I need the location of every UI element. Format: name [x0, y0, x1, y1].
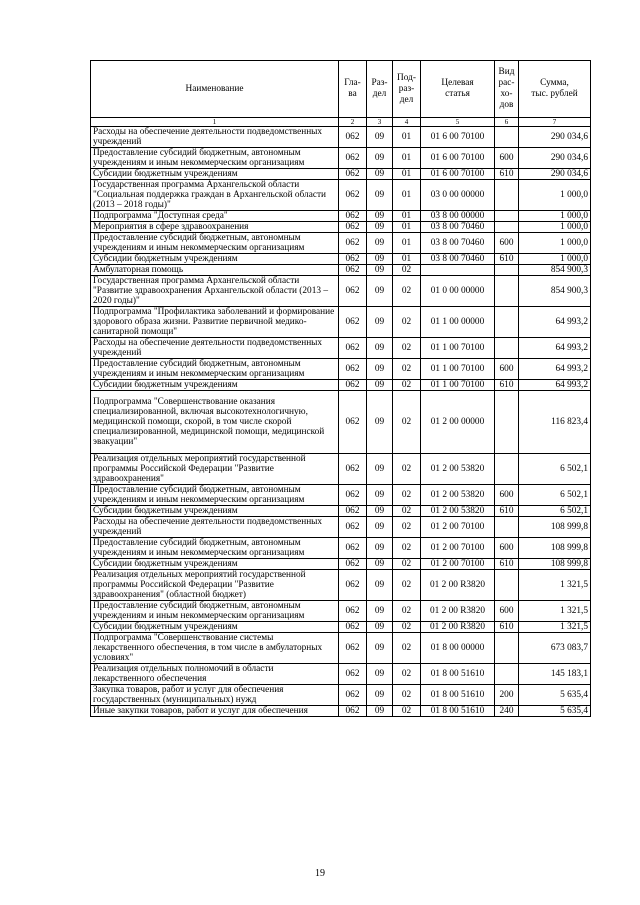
row-amount: 64 993,2 [519, 359, 591, 380]
row-amount: 854 900,3 [519, 265, 591, 276]
table-row [91, 380, 591, 391]
row-section: 09 [367, 517, 393, 538]
row-section: 09 [367, 180, 393, 211]
row-chapter: 062 [339, 307, 367, 338]
row-subsection: 01 [393, 254, 421, 265]
row-name: Субсидии бюджетным учреждениям [91, 506, 339, 517]
row-target: 01 1 00 70100 [421, 380, 495, 391]
row-expense-type: 610 [495, 380, 519, 391]
table-row [91, 517, 591, 538]
row-subsection: 02 [393, 307, 421, 338]
column-number-row [91, 118, 591, 127]
row-target: 01 2 00 70100 [421, 517, 495, 538]
row-name: Расходы на обеспечение деятельности подведомственных учреждений [91, 517, 339, 538]
row-name: Предоставление субсидий бюджетным, автономным учреждениям и иным некоммерческим организациям [91, 359, 339, 380]
row-target: 03 0 00 00000 [421, 180, 495, 211]
row-expense-type: 610 [495, 506, 519, 517]
row-target: 03 8 00 70460 [421, 254, 495, 265]
row-name: Государственная программа Архангельской области "Развитие здравоохранения Архангельской области (2013 – 2020 годы)" [91, 276, 339, 307]
table-row [91, 601, 591, 622]
table-row [91, 559, 591, 570]
row-expense-type: 600 [495, 233, 519, 254]
row-target: 01 6 00 70100 [421, 148, 495, 169]
row-name: Подпрограмма "Совершенствование системы лекарственного обеспечения, в том числе в амбулаторных условиях" [91, 633, 339, 664]
table-row [91, 169, 591, 180]
row-chapter: 062 [339, 265, 367, 276]
row-expense-type [495, 664, 519, 685]
row-name: Реализация отдельных полномочий в области лекарственного обеспечения [91, 664, 339, 685]
row-chapter: 062 [339, 338, 367, 359]
table-row [91, 685, 591, 706]
row-chapter: 062 [339, 633, 367, 664]
row-expense-type: 200 [495, 685, 519, 706]
row-name: Субсидии бюджетным учреждениям [91, 169, 339, 180]
row-section: 09 [367, 601, 393, 622]
row-subsection: 02 [393, 570, 421, 601]
row-section: 09 [367, 538, 393, 559]
row-name: Мероприятия в сфере здравоохранения [91, 222, 339, 233]
row-subsection: 02 [393, 538, 421, 559]
row-expense-type [495, 338, 519, 359]
row-subsection: 02 [393, 685, 421, 706]
header-row [91, 61, 591, 118]
row-amount: 1 000,0 [519, 180, 591, 211]
row-section: 09 [367, 706, 393, 717]
row-name: Подпрограмма "Доступная среда" [91, 211, 339, 222]
header-target: Целевая статья [421, 61, 495, 118]
row-subsection: 02 [393, 506, 421, 517]
row-subsection: 01 [393, 127, 421, 148]
row-amount: 1 000,0 [519, 233, 591, 254]
row-amount: 1 321,5 [519, 570, 591, 601]
row-subsection: 02 [393, 265, 421, 276]
row-amount: 290 034,6 [519, 148, 591, 169]
row-name: Закупка товаров, работ и услуг для обеспечения государственных (муниципальных) нужд [91, 685, 339, 706]
table-row [91, 506, 591, 517]
column-number: 6 [495, 118, 519, 127]
row-expense-type: 610 [495, 622, 519, 633]
row-subsection: 02 [393, 276, 421, 307]
row-amount: 1 000,0 [519, 222, 591, 233]
row-section: 09 [367, 169, 393, 180]
row-target: 01 2 00 53820 [421, 485, 495, 506]
row-chapter: 062 [339, 517, 367, 538]
row-section: 09 [367, 664, 393, 685]
row-amount: 108 999,8 [519, 538, 591, 559]
page-number: 19 [315, 868, 325, 879]
row-section: 09 [367, 254, 393, 265]
row-amount: 1 000,0 [519, 254, 591, 265]
row-amount: 64 993,2 [519, 307, 591, 338]
row-subsection: 02 [393, 485, 421, 506]
row-chapter: 062 [339, 127, 367, 148]
row-subsection: 02 [393, 633, 421, 664]
row-section: 09 [367, 622, 393, 633]
row-expense-type [495, 517, 519, 538]
row-target: 01 1 00 70100 [421, 338, 495, 359]
row-chapter: 062 [339, 211, 367, 222]
row-subsection: 01 [393, 169, 421, 180]
table-row [91, 391, 591, 454]
row-section: 09 [367, 307, 393, 338]
table-row [91, 265, 591, 276]
column-number: 5 [421, 118, 495, 127]
row-expense-type [495, 276, 519, 307]
column-number: 4 [393, 118, 421, 127]
row-chapter: 062 [339, 180, 367, 211]
table-row [91, 127, 591, 148]
row-name: Государственная программа Архангельской области "Социальная поддержка граждан в Архангельской области (2013 – 2018 годы)" [91, 180, 339, 211]
row-name: Предоставление субсидий бюджетным, автономным учреждениям и иным некоммерческим организациям [91, 233, 339, 254]
table-row [91, 359, 591, 380]
row-section: 09 [367, 380, 393, 391]
row-subsection: 01 [393, 180, 421, 211]
row-chapter: 062 [339, 254, 367, 265]
row-expense-type: 610 [495, 559, 519, 570]
row-target: 03 8 00 00000 [421, 211, 495, 222]
row-chapter: 062 [339, 148, 367, 169]
row-chapter: 062 [339, 454, 367, 485]
row-expense-type: 610 [495, 169, 519, 180]
row-expense-type: 610 [495, 254, 519, 265]
row-subsection: 02 [393, 622, 421, 633]
row-chapter: 062 [339, 359, 367, 380]
row-section: 09 [367, 233, 393, 254]
row-chapter: 062 [339, 169, 367, 180]
row-name: Амбулаторная помощь [91, 265, 339, 276]
row-subsection: 02 [393, 338, 421, 359]
row-name: Предоставление субсидий бюджетным, автономным учреждениям и иным некоммерческим организациям [91, 538, 339, 559]
column-number: 2 [339, 118, 367, 127]
row-amount: 290 034,6 [519, 127, 591, 148]
table-row [91, 222, 591, 233]
row-section: 09 [367, 265, 393, 276]
row-target: 01 2 00 70100 [421, 538, 495, 559]
row-name: Субсидии бюджетным учреждениям [91, 622, 339, 633]
row-amount: 5 635,4 [519, 706, 591, 717]
row-section: 09 [367, 559, 393, 570]
row-subsection: 01 [393, 148, 421, 169]
row-amount: 64 993,2 [519, 338, 591, 359]
table-row [91, 148, 591, 169]
row-chapter: 062 [339, 380, 367, 391]
row-amount: 6 502,1 [519, 485, 591, 506]
row-section: 09 [367, 276, 393, 307]
row-expense-type: 600 [495, 148, 519, 169]
row-expense-type [495, 127, 519, 148]
row-section: 09 [367, 685, 393, 706]
row-name: Реализация отдельных мероприятий государственной программы Российской Федерации "Развитие здравоохранения" [91, 454, 339, 485]
table-row [91, 338, 591, 359]
row-expense-type [495, 633, 519, 664]
row-target: 01 8 00 00000 [421, 633, 495, 664]
row-amount: 1 321,5 [519, 601, 591, 622]
row-section: 09 [367, 570, 393, 601]
row-chapter: 062 [339, 233, 367, 254]
row-expense-type [495, 180, 519, 211]
row-name: Реализация отдельных мероприятий государственной программы Российской Федерации "Развитие здравоохранения" (областной бюджет) [91, 570, 339, 601]
table-row [91, 180, 591, 211]
row-subsection: 02 [393, 380, 421, 391]
row-amount: 108 999,8 [519, 559, 591, 570]
row-chapter: 062 [339, 391, 367, 454]
row-amount: 854 900,3 [519, 276, 591, 307]
row-amount: 6 502,1 [519, 454, 591, 485]
row-chapter: 062 [339, 559, 367, 570]
table-row [91, 570, 591, 601]
row-subsection: 01 [393, 222, 421, 233]
row-subsection: 02 [393, 359, 421, 380]
row-expense-type [495, 391, 519, 454]
table-row [91, 276, 591, 307]
row-name: Предоставление субсидий бюджетным, автономным учреждениям и иным некоммерческим организациям [91, 485, 339, 506]
row-section: 09 [367, 391, 393, 454]
row-name: Субсидии бюджетным учреждениям [91, 380, 339, 391]
table-row [91, 538, 591, 559]
row-chapter: 062 [339, 706, 367, 717]
row-section: 09 [367, 359, 393, 380]
row-target: 01 2 00 R3820 [421, 622, 495, 633]
row-subsection: 02 [393, 559, 421, 570]
row-name: Предоставление субсидий бюджетным, автономным учреждениям и иным некоммерческим организациям [91, 148, 339, 169]
header-chapter: Гла- ва [339, 61, 367, 118]
row-name: Расходы на обеспечение деятельности подведомственных учреждений [91, 338, 339, 359]
budget-table [90, 60, 591, 717]
row-target: 01 8 00 51610 [421, 685, 495, 706]
row-chapter: 062 [339, 222, 367, 233]
row-chapter: 062 [339, 622, 367, 633]
row-section: 09 [367, 633, 393, 664]
row-target: 01 2 00 R3820 [421, 601, 495, 622]
header-subsection: Под- раз- дел [393, 61, 421, 118]
row-chapter: 062 [339, 276, 367, 307]
row-target: 01 2 00 00000 [421, 391, 495, 454]
row-target: 01 2 00 70100 [421, 559, 495, 570]
row-chapter: 062 [339, 601, 367, 622]
row-target [421, 265, 495, 276]
row-name: Иные закупки товаров, работ и услуг для обеспечения [91, 706, 339, 717]
row-expense-type: 600 [495, 485, 519, 506]
row-target: 01 0 00 00000 [421, 276, 495, 307]
row-expense-type [495, 211, 519, 222]
row-target: 01 6 00 70100 [421, 127, 495, 148]
row-target: 01 8 00 51610 [421, 706, 495, 717]
table-row [91, 622, 591, 633]
row-expense-type [495, 307, 519, 338]
header-amount: Сумма, тыс. рублей [519, 61, 591, 118]
column-number: 7 [519, 118, 591, 127]
row-expense-type: 600 [495, 601, 519, 622]
row-subsection: 02 [393, 601, 421, 622]
row-name: Подпрограмма "Совершенствование оказания специализированной, включая высокотехнологичную, медицинской помощи, скорой, в том числе скорой специализированной, медицинской помощи, медицинской эвакуации" [91, 391, 339, 454]
row-amount: 5 635,4 [519, 685, 591, 706]
row-target: 01 8 00 51610 [421, 664, 495, 685]
row-section: 09 [367, 211, 393, 222]
row-chapter: 062 [339, 506, 367, 517]
row-subsection: 01 [393, 233, 421, 254]
row-target: 03 8 00 70460 [421, 222, 495, 233]
row-amount: 108 999,8 [519, 517, 591, 538]
row-chapter: 062 [339, 664, 367, 685]
row-subsection: 02 [393, 517, 421, 538]
row-name: Расходы на обеспечение деятельности подведомственных учреждений [91, 127, 339, 148]
row-subsection: 02 [393, 391, 421, 454]
row-name: Субсидии бюджетным учреждениям [91, 254, 339, 265]
row-target: 01 2 00 53820 [421, 506, 495, 517]
row-amount: 64 993,2 [519, 380, 591, 391]
row-target: 01 1 00 00000 [421, 307, 495, 338]
column-number: 1 [91, 118, 339, 127]
row-subsection: 02 [393, 706, 421, 717]
row-name: Субсидии бюджетным учреждениям [91, 559, 339, 570]
header-section: Раз- дел [367, 61, 393, 118]
row-expense-type [495, 265, 519, 276]
row-target: 01 1 00 70100 [421, 359, 495, 380]
row-expense-type [495, 454, 519, 485]
row-name: Подпрограмма "Профилактика заболеваний и формирование здорового образа жизни. Развитие первичной медико-санитарной помощи" [91, 307, 339, 338]
row-target: 01 2 00 R3820 [421, 570, 495, 601]
header-name: Наименование [91, 61, 339, 118]
row-section: 09 [367, 222, 393, 233]
row-name: Предоставление субсидий бюджетным, автономным учреждениям и иным некоммерческим организациям [91, 601, 339, 622]
row-subsection: 02 [393, 664, 421, 685]
table-row [91, 454, 591, 485]
row-expense-type: 600 [495, 538, 519, 559]
row-target: 03 8 00 70460 [421, 233, 495, 254]
row-amount: 116 823,4 [519, 391, 591, 454]
row-amount: 290 034,6 [519, 169, 591, 180]
row-section: 09 [367, 148, 393, 169]
column-number: 3 [367, 118, 393, 127]
row-expense-type [495, 570, 519, 601]
row-expense-type [495, 222, 519, 233]
row-section: 09 [367, 485, 393, 506]
table-row [91, 307, 591, 338]
header-expense-type: Вид рас- хо- дов [495, 61, 519, 118]
table-row [91, 633, 591, 664]
row-amount: 145 183,1 [519, 664, 591, 685]
row-target: 01 6 00 70100 [421, 169, 495, 180]
row-amount: 6 502,1 [519, 506, 591, 517]
row-chapter: 062 [339, 538, 367, 559]
table-row [91, 233, 591, 254]
row-section: 09 [367, 454, 393, 485]
row-target: 01 2 00 53820 [421, 454, 495, 485]
row-expense-type: 240 [495, 706, 519, 717]
row-amount: 1 000,0 [519, 211, 591, 222]
row-expense-type: 600 [495, 359, 519, 380]
row-section: 09 [367, 127, 393, 148]
row-subsection: 01 [393, 211, 421, 222]
table-row [91, 664, 591, 685]
row-section: 09 [367, 506, 393, 517]
row-chapter: 062 [339, 485, 367, 506]
row-chapter: 062 [339, 685, 367, 706]
table-row [91, 485, 591, 506]
table-row [91, 706, 591, 717]
table-row [91, 211, 591, 222]
row-section: 09 [367, 338, 393, 359]
row-chapter: 062 [339, 570, 367, 601]
row-amount: 673 083,7 [519, 633, 591, 664]
row-amount: 1 321,5 [519, 622, 591, 633]
table-row [91, 254, 591, 265]
row-subsection: 02 [393, 454, 421, 485]
